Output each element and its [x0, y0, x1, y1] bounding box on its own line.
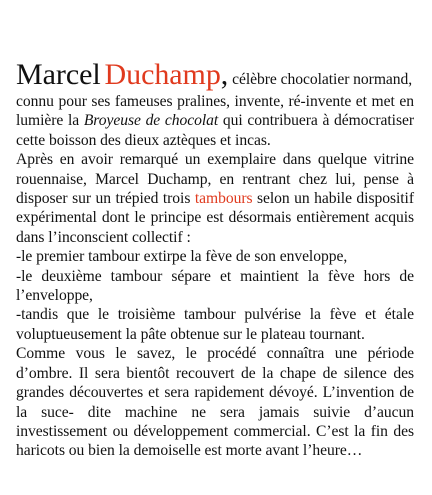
tambours-highlight: tambours — [194, 190, 253, 208]
intro-text-b: qui contribuera à démocratiser cette boisson des dieux aztèques et incas. — [16, 112, 414, 149]
list-item-third-drum: -tandis que le troisième tambour pulvérise la fève et étale voluptueusement la pâte obtenue sur le plateau tournant. — [16, 306, 414, 343]
name-comma: , — [220, 58, 229, 91]
author-last-name: Duchamp — [104, 58, 221, 91]
document-body — [16, 58, 414, 461]
list-item-first-drum: -le premier tambour extirpe la fève de son enveloppe, — [16, 248, 348, 266]
experiment-paragraph — [16, 150, 414, 247]
intro-text-a: connu pour ses fameuses pralines, invente, ré-invente et met en lumière la — [16, 93, 414, 130]
list-item-second-drum: -le deuxième tambour sépare et maintient la fève hors de l’enveloppe, — [16, 267, 414, 305]
intro-line1-rest: célèbre chocolatier normand, — [232, 71, 413, 88]
intro-first-line — [16, 58, 413, 91]
author-first-name: Marcel — [16, 58, 101, 91]
conclusion-paragraph: Comme vous le savez, le procédé connaîtra une période d’ombre. Il sera bientôt recouvert de la chape de silence des grandes découvertes et sera rapidement dévoyé. L’invention de la suce- dite machine ne sera jamais suivie d’aucun investissement ou développement commercial. C’est la fin des haricots ou bien la demoiselle est morte avant l’heure… — [16, 345, 414, 460]
experiment-text-b: selon un habile dispositif expérimental dont le principe est désormais entièrement acquis dans l’inconscient collectif : — [16, 190, 414, 246]
experiment-text-a: Après en avoir remarqué un exemplaire dans quelque vitrine rouennaise, Marcel Duchamp, en rentrant chez lui, pense à disposer sur un trépied trois — [16, 151, 414, 208]
intro-paragraph — [16, 58, 414, 150]
artwork-title: Broyeuse de chocolat — [83, 112, 219, 130]
